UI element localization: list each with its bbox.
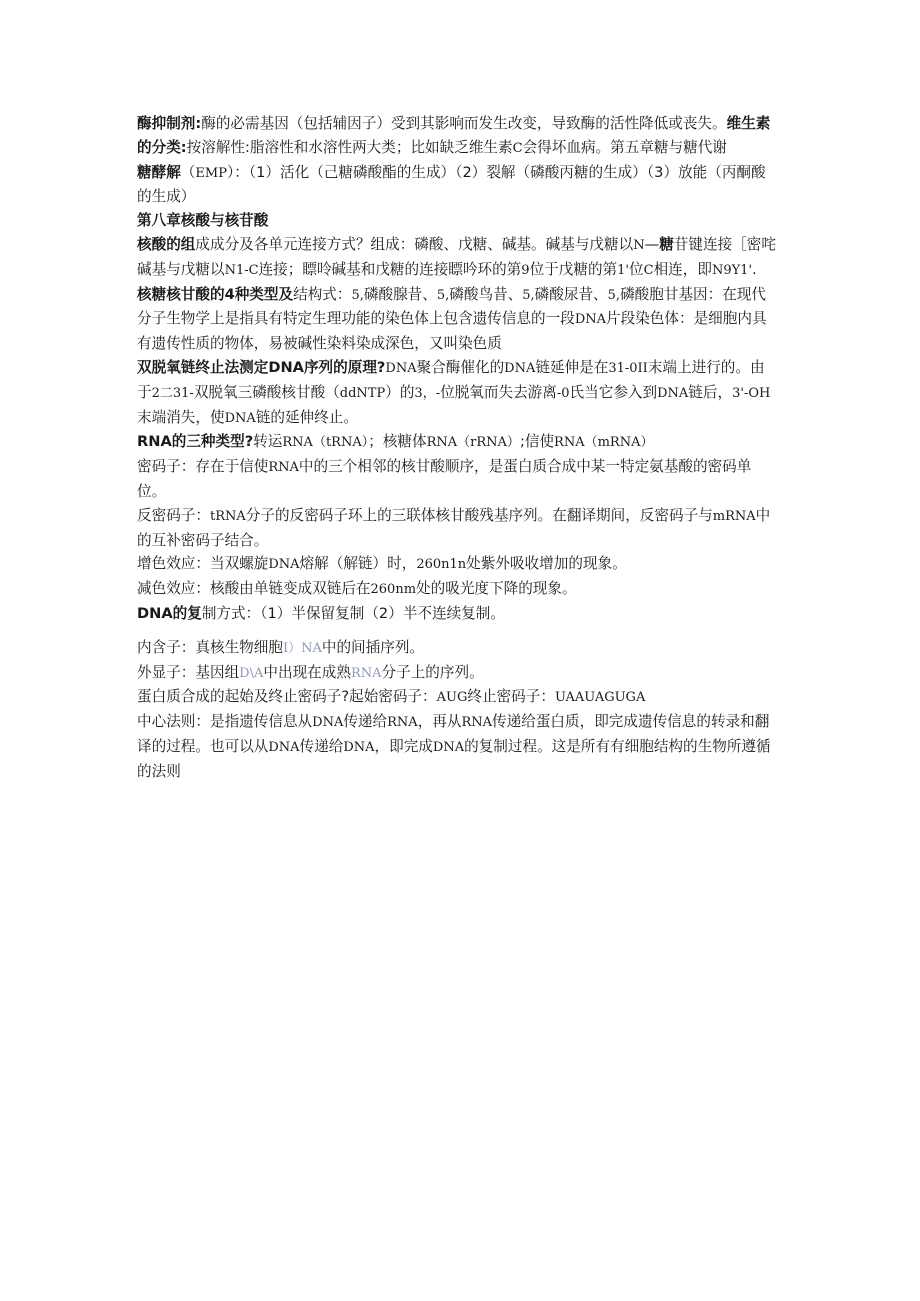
text-run: C	[512, 140, 523, 156]
text-run: RNA（tRNA）	[282, 435, 369, 451]
text-run: ；核糖体	[368, 433, 427, 451]
text-run: 减色效应：核酸由单链变成双链后在	[137, 580, 371, 598]
text-run: 末端消失，使	[137, 408, 225, 426]
text-run: 中出现在成熟	[263, 663, 351, 681]
text-run: 中的互补密码子结合。	[137, 506, 771, 549]
document-body	[137, 112, 777, 784]
text-run: DNA	[268, 739, 300, 755]
text-run: 5,	[607, 287, 621, 303]
text-run: N9Y1'	[711, 262, 753, 278]
text-run: 按溶解性:脂溶性和水溶性两大类；比如缺乏维生素	[186, 138, 513, 156]
text-run: 链延伸是在	[535, 358, 609, 376]
text-run: 9	[521, 262, 530, 278]
text-run: 相连，即	[653, 260, 712, 278]
text-run: 位	[629, 260, 644, 278]
text-run: tRNA	[209, 508, 246, 524]
paragraph	[137, 577, 777, 602]
text-run: 会得坏血病。第五章糖与糖代谢	[522, 138, 727, 156]
bold-term: 酶抑制剂:	[137, 115, 202, 132]
text-run: 熔解（解链）时，	[299, 555, 417, 573]
bold-term: 维生素的分类:	[137, 115, 771, 156]
text-run: 位脱氧而失去游离	[440, 383, 557, 401]
text-run: 中心法则：是指遗传信息从	[137, 713, 313, 731]
paragraph	[137, 685, 777, 710]
text-run: 磷酸胞甘基因：在现代分子生物学上是指具有特定生理功能的染色体上包含遗传信息的一段	[137, 285, 767, 328]
text-run: -0	[556, 385, 570, 401]
text-run: 苷键连接［密咤碱基与戊糖以	[137, 235, 776, 278]
text-run: ）：（1）活化（己糖磷酸酯的生成）（2）裂解（磷酸丙糖的生成）（3）放能（丙酮酸的生成）	[137, 163, 766, 206]
text-run: 制方式：（1）半保留复制（2）半不连续复制。	[201, 604, 505, 622]
text-run: ）的	[385, 383, 415, 401]
text-run: RNA（rRNA）	[426, 435, 520, 451]
text-run: UAAUAGUGA	[554, 690, 646, 706]
text-run: 转运	[253, 433, 283, 451]
text-run: 1'	[617, 262, 629, 278]
text-run: 酶的必需基因（包括辅因子）受到其影响而发生改变，导致酶的活性降低或丧失。	[201, 115, 727, 132]
text-run: 260nm	[370, 582, 417, 598]
text-run: DNA	[385, 360, 417, 376]
text-run: 处的吸光度下降的现象。	[416, 580, 577, 598]
text-run: 终止密码子：	[467, 688, 555, 706]
text-run: 中的间插序列。	[321, 638, 425, 656]
text-run: D\A	[239, 665, 264, 681]
text-run: 的复制过程。这是所有有细胞结构的生物所遵循的法则	[137, 737, 771, 780]
text-run: 磷酸鸟昔、	[449, 285, 523, 303]
text-run: 5,	[522, 287, 535, 303]
text-run: DNA	[574, 312, 607, 328]
text-run: 3'-OH	[732, 385, 771, 401]
text-run: 31-0II	[608, 360, 648, 376]
paragraph-gap	[137, 626, 777, 636]
text-run: 末端上进行的。由于	[137, 358, 765, 401]
text-run: ddNTP	[339, 385, 386, 401]
text-run: ，再从	[417, 713, 462, 731]
text-run: 结构式：	[293, 285, 352, 303]
text-run: （	[180, 163, 196, 181]
text-run: RNA	[461, 715, 493, 731]
paragraph	[137, 661, 777, 686]
text-run: 3，-	[414, 385, 441, 401]
text-run: mRNA	[712, 508, 756, 524]
text-run: 反密码子：	[137, 506, 210, 524]
text-run: 聚合酶催化的	[416, 358, 505, 376]
text-run: 氏当它参入到	[569, 383, 658, 401]
bold-term: 双脱氧链终止法测定DNA序列的原理?	[137, 358, 386, 376]
text-run: 增色效应：当双螺旋	[137, 555, 269, 573]
bold-term: 糖酵解	[137, 163, 181, 181]
text-run: 传递给蛋白质，即完成遗传信息的转录和翻译的过程。也可以从	[137, 713, 770, 755]
text-run: DNA	[432, 739, 465, 755]
text-run: 连接；瞟呤碱基和戊糖的连接瞟吟环的第	[258, 260, 522, 278]
text-run: RNA	[350, 665, 382, 681]
text-run: DNA	[312, 715, 344, 731]
text-run: RNA	[387, 715, 418, 731]
text-run: 磷酸尿昔、	[534, 285, 608, 303]
paragraph	[137, 710, 777, 783]
paragraph	[137, 504, 777, 553]
text-run: 链的延伸终止。	[255, 408, 358, 426]
text-run: 链后，	[688, 383, 733, 401]
text-run: DNA	[343, 739, 375, 755]
paragraph	[137, 112, 777, 161]
text-run: 2二31-	[151, 385, 194, 401]
text-run: RNA	[268, 460, 299, 476]
text-run: EMP	[195, 165, 227, 181]
text-run: 分子的反密码子环上的三联体核甘酸残基序列。在翻译期间，反密码子与	[245, 506, 713, 524]
text-run: .	[752, 260, 757, 278]
paragraph	[137, 356, 777, 430]
text-run: —	[644, 235, 660, 253]
text-run: N1-C	[224, 262, 259, 278]
text-run: 位于戊糖的第	[529, 260, 618, 278]
text-run: 密码子：存在于信使	[137, 458, 269, 476]
paragraph	[137, 430, 777, 455]
text-run: RNA（mRNA）	[554, 435, 654, 451]
text-run: 5,	[436, 287, 450, 303]
text-run: 传递给	[343, 713, 388, 731]
text-run: C	[643, 262, 654, 278]
text-run: 传递给	[299, 737, 344, 755]
text-run: AUG	[436, 690, 468, 706]
text-run: 双脱氧三磷酸核甘酸（	[193, 383, 340, 401]
bold-term: 第八章核酸与核苷酸	[137, 212, 269, 230]
text-run: I）NA	[282, 640, 322, 656]
text-run: DNA	[657, 385, 689, 401]
paragraph	[137, 636, 777, 661]
text-run: 片段染色体：是细胞内具有遗传性质的物体，易被碱性染料染成深色，又叫染色质	[137, 310, 767, 353]
text-run: N	[633, 237, 645, 253]
text-run: 蛋白质合成的起始及终止密码子?起始密码子：	[137, 688, 437, 706]
bold-term: DNA的复	[137, 604, 202, 622]
text-run: 处紫外吸收增加的现象。	[466, 555, 627, 573]
text-run: 磷酸腺昔、	[363, 285, 437, 303]
text-run: ;信使	[519, 433, 555, 451]
bold-term: 糖	[659, 235, 674, 253]
text-run: 分子上的序列。	[381, 663, 484, 681]
text-run: 内含子：真核生物细胞	[137, 638, 283, 656]
text-run: DNA	[268, 557, 300, 573]
text-run: DNA	[504, 360, 536, 376]
paragraph	[137, 233, 777, 283]
text-run: ，即完成	[374, 737, 433, 755]
bold-term: RNA的三种类型?	[137, 433, 254, 451]
text-run: 外显子：基因组	[137, 663, 240, 681]
paragraph	[137, 209, 777, 233]
text-run: 中的三个相邻的核甘酸顺序，是蛋白质合成中某一特定氨基酸的密码单位。	[137, 458, 752, 500]
text-run: 成成分及各单元连接方式？组成：磷酸、戊糖、碱基。碱基与戊糖以	[195, 235, 634, 253]
paragraph	[137, 161, 777, 210]
paragraph	[137, 552, 777, 577]
text-run: DNA	[224, 410, 256, 426]
text-run: 260n1n	[416, 557, 467, 573]
paragraph	[137, 455, 777, 504]
paragraph	[137, 602, 777, 626]
bold-term: 核糖核甘酸的4种类型及	[137, 285, 294, 303]
text-run: 5,	[351, 287, 364, 303]
paragraph	[137, 283, 777, 356]
bold-term: 核酸的组	[137, 235, 196, 253]
